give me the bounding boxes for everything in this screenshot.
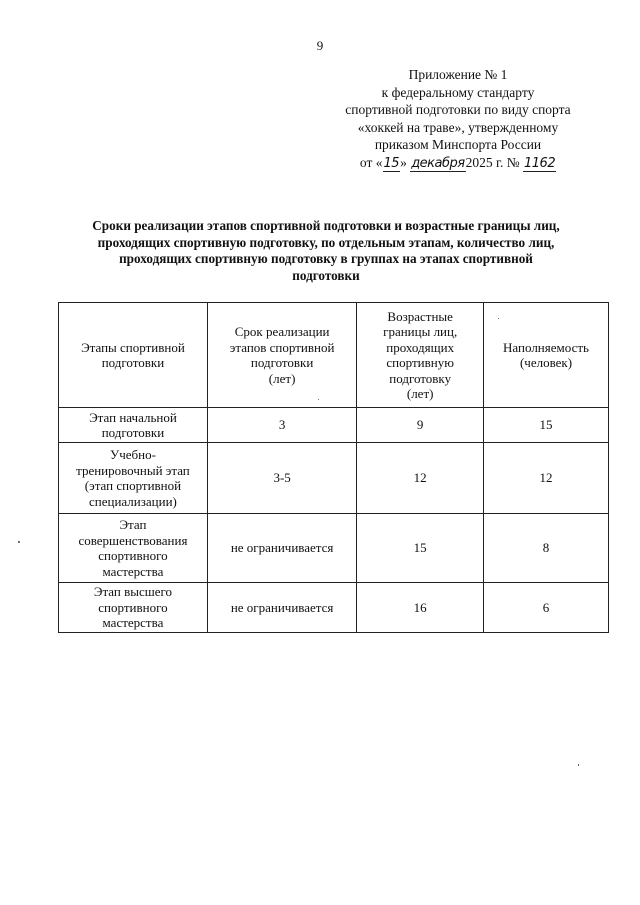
table-row	[59, 514, 609, 583]
stage-cell: Этап начальной подготовки	[59, 408, 208, 443]
header-age-limits: Возрастные границы лиц, проходящих спортивную подготовку (лет)	[357, 303, 484, 408]
appendix-line: «хоккей на траве», утвержденному	[357, 119, 559, 135]
header-stages: Этапы спортивной подготовки	[59, 303, 208, 408]
scan-speck	[318, 399, 319, 400]
capacity-cell: 15	[484, 408, 609, 443]
heading-line: подготовки	[292, 267, 360, 283]
handwritten-day: 15	[383, 155, 400, 171]
capacity-cell: 12	[484, 443, 609, 514]
appendix-title: Приложение № 1	[408, 67, 508, 82]
order-prefix: от «	[359, 154, 383, 170]
page-number: 9	[316, 38, 324, 53]
handwritten-number: 1162	[524, 155, 556, 171]
age-cell: 12	[357, 443, 484, 514]
order-mid: »	[400, 154, 407, 170]
stages-table	[58, 302, 609, 633]
scan-speck	[578, 764, 579, 766]
table-row	[59, 408, 609, 443]
age-cell: 9	[357, 408, 484, 443]
appendix-line: к федеральному стандарту	[381, 84, 535, 100]
capacity-cell: 8	[484, 514, 609, 583]
table-header-row	[59, 303, 609, 408]
heading-line: проходящих спортивную подготовку в группах на этапах спортивной	[119, 251, 533, 267]
table-row	[59, 583, 609, 633]
duration-cell: 3-5	[207, 443, 356, 514]
header-duration: Срок реализации этапов спортивной подготовки (лет)	[207, 303, 356, 408]
duration-cell: не ограничивается	[207, 583, 356, 633]
heading-line: Сроки реализации этапов спортивной подготовки и возрастные границы лиц,	[92, 218, 560, 233]
appendix-line: приказом Минспорта России	[374, 137, 542, 152]
order-year: 2025 г. №	[465, 154, 520, 170]
stage-cell: Этап высшего спортивного мастерства	[59, 583, 208, 633]
appendix-block	[340, 66, 576, 172]
order-date-line	[340, 154, 576, 172]
handwritten-month: декабря	[411, 155, 465, 171]
table-row	[59, 443, 609, 514]
duration-cell: не ограничивается	[207, 514, 356, 583]
stage-cell: Учебно- тренировочный этап (этап спортивной специализации)	[59, 443, 208, 514]
age-cell: 15	[357, 514, 484, 583]
scan-speck	[498, 318, 499, 319]
scan-speck	[18, 541, 20, 543]
document-heading	[60, 218, 592, 284]
capacity-cell: 6	[484, 583, 609, 633]
appendix-line: спортивной подготовки по виду спорта	[345, 102, 571, 117]
heading-line: проходящих спортивную подготовку, по отдельным этапам, количество лиц,	[97, 234, 555, 250]
duration-cell: 3	[207, 408, 356, 443]
stage-cell: Этап совершенствования спортивного мастерства	[59, 514, 208, 583]
header-capacity: Наполняемость (человек)	[484, 303, 609, 408]
age-cell: 16	[357, 583, 484, 633]
